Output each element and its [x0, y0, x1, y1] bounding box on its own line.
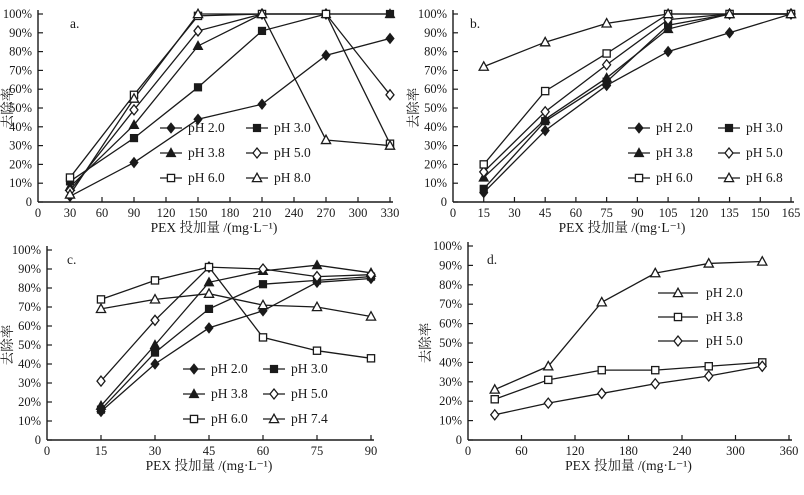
x-tick-label: 330 — [380, 206, 400, 220]
data-point-pH-3-8 — [193, 41, 202, 49]
subplot-c-chart — [0, 237, 402, 495]
legend-label: pH 8.0 — [274, 170, 311, 185]
y-tick-label: 90% — [439, 258, 462, 273]
x-tick-label: 90 — [631, 206, 644, 220]
y-tick-label: 10% — [439, 413, 462, 428]
data-point-pH-6-0 — [603, 50, 610, 57]
x-tick-label: 165 — [781, 206, 801, 220]
legend-label: pH 3.0 — [291, 361, 328, 376]
y-tick-label: 80% — [424, 44, 447, 59]
y-tick-label: 50% — [424, 101, 447, 115]
data-point-pH-5-0 — [598, 388, 606, 398]
x-tick-label: 210 — [252, 206, 272, 220]
legend-label: pH 3.0 — [746, 120, 783, 135]
legend-label: pH 3.8 — [211, 386, 248, 401]
data-point-pH-2-0 — [258, 99, 266, 109]
y-tick-label: 40% — [18, 357, 41, 371]
y-axis-title: 去除率 — [406, 87, 421, 129]
data-point-pH-3-8 — [602, 73, 611, 81]
legend-label: pH 6.0 — [656, 170, 693, 185]
y-tick-label: 50% — [18, 338, 41, 352]
x-tick-label: 0 — [464, 444, 472, 458]
panel-letter: d. — [487, 252, 498, 267]
y-tick-label: 10% — [18, 414, 41, 428]
y-tick-label: 70% — [9, 63, 32, 78]
y-tick-label: 30% — [9, 138, 32, 153]
subplot-d — [402, 237, 804, 495]
legend-label: pH 5.0 — [706, 333, 743, 348]
y-tick-label: 60% — [424, 82, 447, 97]
y-tick-label: 60% — [439, 316, 462, 331]
x-tick-label: 150 — [188, 206, 208, 220]
y-tick-label: 80% — [9, 44, 32, 59]
series-line-pH-6-8 — [484, 14, 791, 67]
y-tick-label: 40% — [424, 119, 447, 134]
x-tick-label: 135 — [720, 206, 739, 220]
series-line-pH-6-0 — [484, 14, 791, 164]
x-tick-label: 120 — [565, 444, 585, 458]
data-point-pH-6-0 — [259, 334, 266, 341]
legend-marker-filled-square — [270, 365, 277, 372]
legend-marker-filled-diamond — [167, 123, 175, 133]
x-tick-label: 30 — [63, 206, 77, 220]
x-tick-label: 300 — [726, 444, 745, 458]
y-axis-title: 去除率 — [0, 87, 15, 129]
legend-marker-open-diamond — [725, 148, 733, 158]
data-point-pH-3-0 — [151, 349, 158, 356]
data-point-pH-3-0 — [205, 305, 212, 312]
series-line-pH-6-0 — [70, 14, 390, 178]
y-tick-label: 100% — [2, 7, 32, 21]
legend-label: pH 5.0 — [291, 386, 328, 401]
x-tick-label: 240 — [284, 206, 304, 220]
y-tick-label: 20% — [9, 157, 32, 172]
y-tick-label: 40% — [439, 355, 462, 370]
x-tick-label: 75 — [600, 206, 613, 220]
subplot-c — [0, 237, 402, 495]
data-point-pH-2-0 — [151, 359, 159, 369]
subplot-b — [402, 0, 804, 237]
series-line-pH-5-0 — [495, 366, 763, 415]
data-point-pH-6-0 — [205, 264, 212, 271]
panel-letter: b. — [470, 16, 481, 31]
x-tick-label: 15 — [477, 206, 490, 220]
y-tick-label: 20% — [439, 394, 462, 409]
y-tick-label: 90% — [18, 262, 41, 276]
data-point-pH-3-0 — [194, 84, 201, 91]
data-point-pH-8-0 — [321, 135, 330, 143]
legend-label: pH 3.8 — [706, 309, 743, 324]
y-tick-label: 80% — [439, 277, 462, 292]
y-tick-label: 80% — [18, 281, 41, 295]
y-tick-label: 30% — [424, 138, 447, 153]
series-line-pH-2-0 — [70, 38, 390, 196]
legend-marker-filled-square — [253, 124, 260, 131]
x-axis-title: PEX 投加量 /(mg·L⁻¹) — [150, 220, 278, 235]
y-tick-label: 0 — [25, 195, 32, 209]
y-tick-label: 10% — [9, 176, 32, 191]
legend-label: pH 3.0 — [274, 120, 311, 135]
legend-label: pH 5.0 — [746, 145, 783, 160]
data-point-pH-6-0 — [542, 87, 549, 94]
y-tick-label: 50% — [439, 336, 462, 350]
y-tick-label: 30% — [18, 376, 41, 390]
legend-label: pH 2.0 — [656, 120, 693, 135]
x-axis-title: PEX 投加量 /(mg·L⁻¹) — [565, 458, 692, 473]
data-point-pH-7-4 — [204, 289, 213, 297]
y-tick-label: 10% — [424, 176, 447, 191]
data-point-pH-6-0 — [151, 277, 158, 284]
data-point-pH-2-0 — [726, 28, 734, 38]
data-point-pH-6-0 — [367, 355, 374, 362]
x-tick-label: 60 — [256, 444, 270, 458]
x-tick-label: 90 — [127, 206, 141, 220]
legend-label: pH 7.4 — [291, 411, 328, 426]
x-tick-label: 45 — [538, 206, 552, 220]
y-tick-label: 20% — [18, 395, 41, 409]
y-tick-label: 20% — [424, 157, 447, 172]
series-line-pH-3-0 — [484, 14, 791, 189]
x-tick-label: 30 — [508, 206, 521, 220]
x-tick-label: 180 — [619, 444, 638, 458]
data-point-pH-6-0 — [97, 296, 104, 303]
y-tick-label: 60% — [18, 319, 41, 333]
legend-marker-filled-diamond — [190, 364, 198, 374]
panel-letter: c. — [67, 252, 77, 267]
data-point-pH-6-0 — [313, 347, 320, 354]
subplot-b-chart — [402, 0, 804, 237]
y-tick-label: 60% — [9, 82, 32, 97]
data-point-pH-5-0 — [491, 410, 499, 420]
data-point-pH-6-0 — [66, 174, 73, 181]
x-tick-label: 60 — [515, 444, 528, 458]
data-point-pH-3-8 — [598, 367, 605, 374]
y-tick-label: 0 — [34, 433, 41, 447]
legend-label: pH 6.0 — [188, 170, 225, 185]
subplot-a — [0, 0, 402, 237]
data-point-pH-3-0 — [258, 27, 265, 34]
data-point-pH-5-0 — [544, 398, 552, 408]
x-tick-label: 75 — [310, 444, 324, 458]
y-tick-label: 100% — [417, 7, 447, 21]
legend-label: pH 5.0 — [274, 145, 311, 160]
series-line-pH-5-0 — [484, 14, 791, 172]
x-tick-label: 360 — [779, 444, 799, 458]
y-tick-label: 0 — [440, 195, 447, 209]
series-line-pH-5-0 — [70, 14, 390, 191]
data-point-pH-2-0 — [205, 323, 213, 333]
y-axis-title: 去除率 — [418, 322, 433, 364]
legend-marker-open-square — [167, 174, 174, 181]
subplot-a-chart — [0, 0, 402, 237]
y-tick-label: 70% — [439, 297, 462, 312]
subplot-d-chart — [402, 237, 804, 495]
data-point-pH-2-0 — [597, 297, 606, 305]
legend-label: pH 6.0 — [211, 411, 248, 426]
data-point-pH-2-0 — [664, 47, 672, 57]
x-tick-label: 105 — [658, 206, 678, 220]
data-point-pH-2-0 — [490, 385, 499, 393]
series-line-pH-3-8 — [70, 14, 390, 187]
x-tick-label: 120 — [689, 206, 709, 220]
legend-marker-open-square — [190, 415, 197, 422]
x-axis-title: PEX 投加量 /(mg·L⁻¹) — [145, 458, 273, 473]
series-line-pH-2-0 — [484, 14, 791, 193]
data-point-pH-3-8 — [652, 367, 659, 374]
x-tick-label: 60 — [95, 206, 109, 220]
y-tick-label: 100% — [432, 239, 462, 253]
x-tick-label: 0 — [449, 206, 457, 220]
data-point-pH-3-8 — [312, 260, 321, 268]
legend-label: pH 2.0 — [211, 361, 248, 376]
legend-marker-open-diamond — [270, 389, 278, 399]
x-tick-label: 150 — [750, 206, 770, 220]
legend-label: pH 3.8 — [656, 145, 693, 160]
x-axis-title: PEX 投加量 /(mg·L⁻¹) — [558, 220, 686, 235]
y-tick-label: 70% — [424, 63, 447, 78]
x-tick-label: 240 — [672, 444, 692, 458]
x-tick-label: 60 — [569, 206, 583, 220]
legend-label: pH 6.8 — [746, 170, 783, 185]
legend-marker-open-diamond — [253, 148, 261, 158]
data-point-pH-3-8 — [545, 376, 552, 383]
legend-marker-open-square — [674, 313, 681, 320]
y-axis-title: 去除率 — [0, 324, 15, 366]
y-tick-label: 90% — [424, 25, 447, 40]
y-tick-label: 100% — [11, 243, 41, 257]
y-tick-label: 0 — [455, 433, 462, 447]
data-point-pH-5-0 — [651, 379, 659, 389]
legend-marker-filled-diamond — [635, 123, 643, 133]
x-tick-label: 90 — [364, 444, 378, 458]
x-tick-label: 120 — [156, 206, 176, 220]
legend-label: pH 2.0 — [188, 120, 225, 135]
data-point-pH-2-0 — [758, 257, 767, 265]
x-tick-label: 180 — [220, 206, 240, 220]
x-tick-label: 45 — [202, 444, 216, 458]
y-tick-label: 70% — [18, 300, 41, 314]
legend-label: pH 3.8 — [188, 145, 225, 160]
data-point-pH-5-0 — [705, 371, 713, 381]
data-point-pH-3-8 — [491, 396, 498, 403]
x-tick-label: 300 — [348, 206, 368, 220]
data-point-pH-2-0 — [130, 158, 138, 168]
panel-letter: a. — [70, 16, 80, 31]
y-tick-label: 30% — [439, 374, 462, 389]
data-point-pH-3-0 — [130, 134, 137, 141]
series-line-pH-3-8 — [495, 362, 763, 399]
y-tick-label: 40% — [9, 119, 32, 134]
legend-marker-open-square — [635, 174, 642, 181]
data-point-pH-5-0 — [603, 60, 611, 70]
x-tick-label: 30 — [148, 444, 162, 458]
legend-label: pH 2.0 — [706, 285, 743, 300]
y-tick-label: 50% — [9, 101, 32, 115]
x-tick-label: 15 — [94, 444, 108, 458]
x-tick-label: 0 — [34, 206, 42, 220]
legend-marker-filled-square — [725, 124, 732, 131]
series-line-pH-3-0 — [70, 14, 390, 181]
data-point-pH-6-0 — [480, 161, 487, 168]
x-tick-label: 270 — [316, 206, 336, 220]
x-tick-label: 0 — [43, 444, 51, 458]
series-line-pH-8-0 — [70, 14, 390, 194]
data-point-pH-3-0 — [480, 185, 487, 192]
legend-marker-open-diamond — [674, 336, 682, 346]
data-point-pH-6-0 — [322, 10, 329, 17]
data-point-pH-3-0 — [259, 281, 266, 288]
data-point-pH-2-0 — [386, 33, 394, 43]
data-point-pH-2-0 — [322, 50, 330, 60]
y-tick-label: 90% — [9, 25, 32, 40]
data-point-pH-3-8 — [705, 363, 712, 370]
